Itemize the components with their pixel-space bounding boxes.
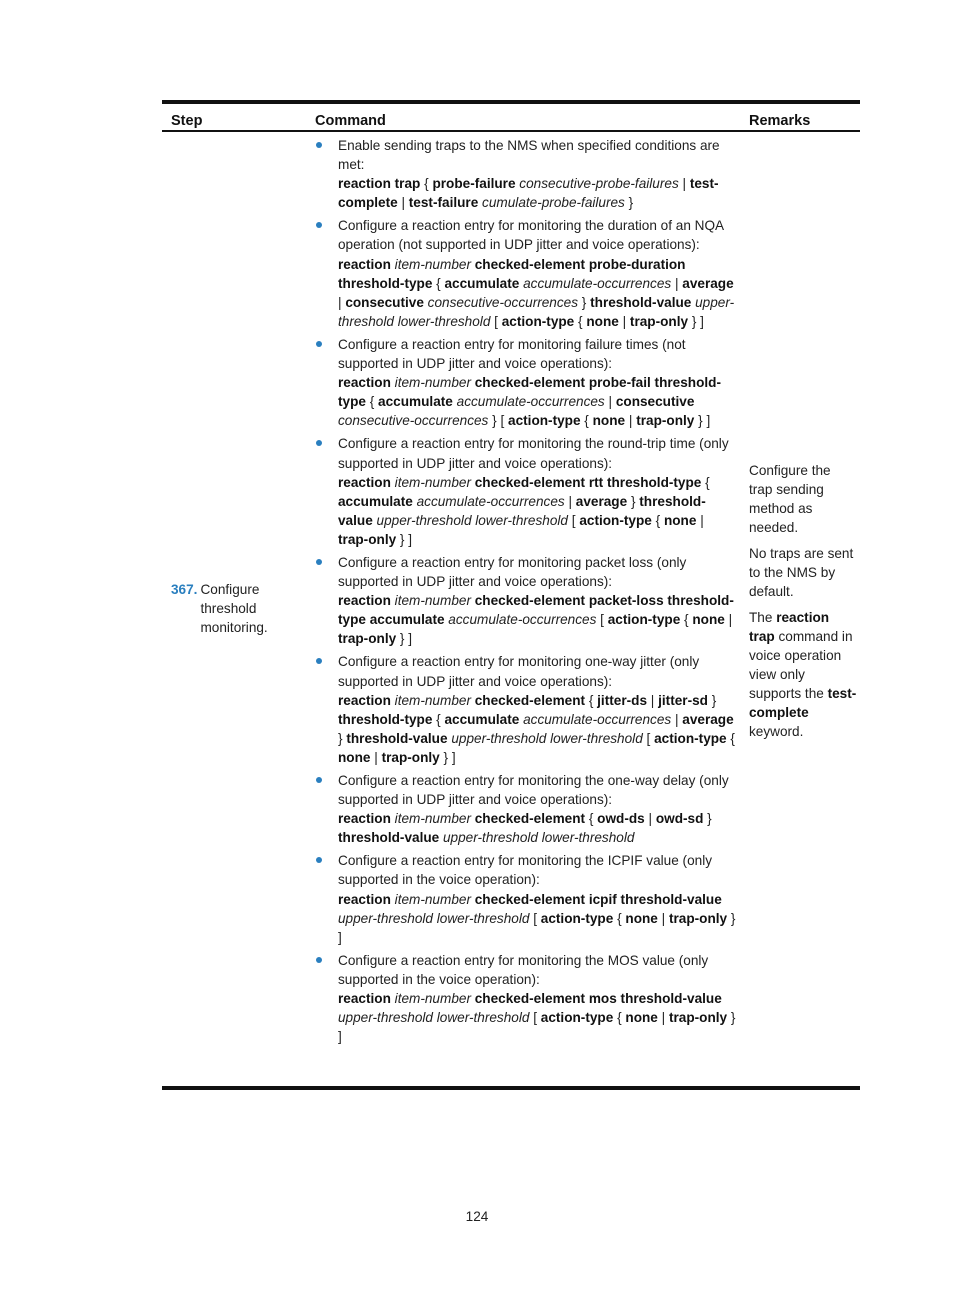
syntax-text: } ]	[338, 1010, 736, 1045]
keyword: jitter-sd	[658, 692, 708, 708]
keyword: reaction	[338, 593, 391, 609]
keyword: test-complete	[749, 686, 857, 720]
keyword: action-type	[540, 910, 614, 926]
keyword: threshold-type	[338, 711, 433, 727]
syntax-text: [	[567, 512, 580, 528]
bullet-icon	[316, 857, 322, 863]
command-item	[312, 434, 736, 549]
bullet-icon	[316, 777, 322, 783]
argument: consecutive-occurrences	[423, 294, 579, 310]
syntax-text: Configure the trap sending method as needed.	[749, 463, 831, 535]
syntax-text: command in voice operation view only supports the	[749, 629, 853, 701]
keyword: none	[692, 612, 725, 628]
command-syntax	[338, 989, 736, 1046]
command-item	[312, 335, 736, 430]
keyword: reaction trap	[749, 610, 830, 644]
syntax-text: {	[420, 176, 433, 192]
keyword: trap-only	[381, 749, 440, 765]
argument: consecutive-occurrences	[338, 413, 489, 429]
keyword: action-type	[579, 512, 652, 528]
syntax-text: {	[701, 474, 710, 490]
keyword: action-type	[508, 413, 581, 429]
remark-paragraph	[749, 461, 857, 537]
syntax-text: |	[671, 711, 683, 727]
keyword: accumulate	[444, 711, 520, 727]
command-syntax	[338, 890, 736, 947]
bullet-icon	[316, 658, 322, 664]
argument: upper-threshold lower-threshold	[338, 294, 735, 329]
argument: accumulate-occurrences	[519, 711, 672, 727]
keyword: probe-failure	[432, 176, 516, 192]
step-number: 367.	[171, 582, 198, 597]
keyword: trap-only	[668, 1010, 728, 1026]
syntax-text: |	[625, 413, 637, 429]
syntax-text: {	[365, 394, 379, 410]
keyword: trap-only	[636, 413, 695, 429]
syntax-text: [	[642, 730, 655, 746]
command-item	[312, 136, 736, 212]
command-syntax	[338, 373, 736, 430]
syntax-text: {	[680, 612, 693, 628]
keyword: threshold-value	[346, 730, 448, 746]
keyword: threshold-value	[590, 294, 692, 310]
command-description: Configure a reaction entry for monitoring the ICPIF value (only supported in the voice operation):	[338, 853, 713, 888]
syntax-text: } [	[488, 413, 509, 429]
syntax-text: } ]	[688, 313, 704, 329]
syntax-text: |	[647, 692, 659, 708]
argument: upper-threshold lower-threshold	[447, 730, 643, 746]
keyword: consecutive	[615, 394, 695, 410]
keyword: checked-element probe-fail threshold-type	[338, 375, 721, 410]
syntax-text: |	[644, 811, 656, 827]
keyword: none	[625, 1010, 658, 1026]
bullet-icon	[316, 142, 322, 148]
command-description: Configure a reaction entry for monitoring the round-trip time (only supported in UDP jitter and voice operations):	[338, 436, 729, 471]
step-text: Configure threshold monitoring.	[200, 582, 268, 635]
syntax-text: {	[432, 711, 445, 727]
argument: upper-threshold lower-threshold	[439, 830, 635, 846]
argument: upper-threshold lower-threshold	[372, 512, 568, 528]
argument: accumulate-occurrences	[452, 394, 605, 410]
argument: item-number	[390, 692, 471, 708]
argument: item-number	[390, 991, 471, 1007]
syntax-text: |	[604, 394, 616, 410]
syntax-text: }	[338, 730, 347, 746]
syntax-text: |	[397, 195, 409, 211]
syntax-text: }	[703, 811, 712, 827]
command-syntax	[338, 691, 736, 767]
syntax-text: {	[585, 692, 598, 708]
remark-paragraph	[749, 608, 857, 741]
syntax-text: keyword.	[749, 724, 804, 739]
command-item	[312, 771, 736, 847]
keyword: trap-only	[629, 313, 689, 329]
argument: upper-threshold lower-threshold	[338, 910, 530, 926]
argument: accumulate-occurrences	[444, 612, 597, 628]
keyword: none	[625, 910, 658, 926]
keyword: checked-element	[470, 692, 586, 708]
header-step: Step	[171, 113, 203, 129]
syntax-text: {	[580, 413, 593, 429]
argument: item-number	[390, 256, 471, 272]
syntax-text: } ]	[338, 910, 736, 945]
command-description: Configure a reaction entry for monitoring one-way jitter (only supported in UDP jitter and voice operations):	[338, 654, 700, 689]
syntax-text: |	[724, 612, 733, 628]
bullet-icon	[316, 957, 322, 963]
syntax-text: {	[726, 730, 735, 746]
keyword: action-type	[501, 313, 575, 329]
syntax-text: {	[432, 275, 445, 291]
command-description: Configure a reaction entry for monitoring packet loss (only supported in UDP jitter and voice operations):	[338, 554, 687, 590]
argument: accumulate-occurrences	[412, 493, 565, 509]
argument: accumulate-occurrences	[519, 275, 672, 291]
command-description: Configure a reaction entry for monitoring the one-way delay (only supported in UDP jitter and voice operations):	[338, 773, 729, 808]
table-header	[162, 104, 860, 132]
keyword: trap-only	[338, 531, 397, 547]
command-syntax	[338, 591, 736, 648]
keyword: checked-element	[470, 811, 586, 827]
syntax-text: The	[749, 610, 777, 625]
keyword: checked-element rtt threshold-type	[470, 474, 702, 490]
bullet-icon	[316, 222, 322, 228]
keyword: average	[682, 275, 734, 291]
command-table	[162, 100, 860, 1090]
keyword: consecutive	[345, 294, 424, 310]
syntax-text: |	[370, 749, 382, 765]
syntax-text: [	[529, 910, 541, 926]
keyword: accumulate	[338, 493, 413, 509]
syntax-text: No traps are sent to the NMS by default.	[749, 546, 854, 599]
syntax-text: } ]	[694, 413, 711, 429]
syntax-text: |	[657, 1010, 669, 1026]
syntax-text: |	[338, 294, 346, 310]
syntax-text: } ]	[439, 749, 456, 765]
command-description: Configure a reaction entry for monitoring failure times (not supported in UDP jitter and voice operations):	[338, 336, 686, 372]
command-syntax	[338, 473, 736, 549]
command-item	[312, 652, 736, 767]
syntax-text: |	[678, 176, 690, 192]
syntax-text: {	[574, 313, 587, 329]
keyword: owd-sd	[655, 811, 704, 827]
command-description: Configure a reaction entry for monitoring the MOS value (only supported in the voice operation):	[338, 952, 709, 987]
command-item	[312, 216, 736, 331]
syntax-text: {	[651, 512, 664, 528]
argument: upper-threshold lower-threshold	[338, 1010, 530, 1026]
keyword: reaction	[338, 991, 391, 1007]
syntax-text: }	[624, 195, 634, 211]
syntax-text: }	[627, 493, 640, 509]
keyword: trap-only	[338, 631, 397, 647]
bullet-icon	[316, 341, 322, 347]
keyword: threshold-value	[338, 493, 706, 528]
argument: item-number	[390, 375, 471, 391]
keyword: accumulate	[378, 394, 453, 410]
keyword: checked-element probe-duration threshold-type	[338, 256, 686, 291]
table-body	[162, 132, 860, 1090]
syntax-text: }	[707, 692, 717, 708]
keyword: average	[575, 493, 628, 509]
page-number: 124	[465, 1209, 489, 1224]
keyword: test-complete	[338, 176, 719, 211]
syntax-text: |	[618, 313, 630, 329]
keyword: action-type	[654, 730, 727, 746]
argument: item-number	[390, 891, 471, 907]
keyword: checked-element icpif threshold-value	[470, 891, 722, 907]
keyword: reaction	[338, 891, 391, 907]
keyword: none	[338, 749, 371, 765]
syntax-text: [	[596, 612, 608, 628]
syntax-text: |	[696, 512, 704, 528]
keyword: test-failure	[408, 195, 479, 211]
keyword: reaction	[338, 692, 391, 708]
syntax-text: {	[613, 1010, 626, 1026]
header-command: Command	[315, 113, 386, 129]
syntax-text: [	[529, 1010, 541, 1026]
argument: item-number	[390, 474, 471, 490]
syntax-text: |	[671, 275, 683, 291]
keyword: reaction	[338, 474, 391, 490]
keyword: checked-element packet-loss threshold-type accumulate	[338, 593, 734, 628]
keyword: reaction	[338, 811, 391, 827]
bullet-icon	[316, 559, 322, 565]
syntax-text: } ]	[396, 631, 413, 647]
keyword: jitter-ds	[597, 692, 648, 708]
remarks-cell	[749, 461, 857, 748]
syntax-text: {	[585, 811, 598, 827]
command-description: Enable sending traps to the NMS when specified conditions are met:	[338, 138, 720, 173]
keyword: none	[592, 413, 626, 429]
keyword: average	[682, 711, 734, 727]
keyword: reaction trap	[338, 176, 421, 192]
command-item	[312, 851, 736, 946]
command-syntax	[338, 809, 736, 847]
keyword: owd-ds	[597, 811, 645, 827]
command-description: Configure a reaction entry for monitoring the duration of an NQA operation (not supported in UDP jitter and voice operations):	[338, 218, 724, 253]
command-item	[312, 951, 736, 1046]
syntax-text: [	[490, 313, 502, 329]
keyword: action-type	[607, 612, 681, 628]
keyword: none	[663, 512, 697, 528]
syntax-text: }	[578, 294, 591, 310]
argument: item-number	[390, 593, 471, 609]
keyword: accumulate	[444, 275, 520, 291]
argument: cumulate-probe-failures	[478, 195, 625, 211]
command-syntax	[338, 174, 736, 212]
header-remarks: Remarks	[749, 113, 811, 129]
keyword: action-type	[540, 1010, 614, 1026]
syntax-text: |	[564, 493, 576, 509]
keyword: checked-element mos threshold-value	[470, 991, 722, 1007]
bullet-icon	[316, 440, 322, 446]
remark-paragraph	[749, 544, 857, 601]
argument: consecutive-probe-failures	[515, 176, 679, 192]
keyword: threshold-value	[338, 830, 440, 846]
keyword: reaction	[338, 375, 391, 391]
command-cell	[312, 136, 736, 1050]
keyword: trap-only	[668, 910, 728, 926]
keyword: reaction	[338, 256, 391, 272]
syntax-text: } ]	[396, 531, 413, 547]
command-syntax	[338, 255, 736, 331]
step-cell	[171, 580, 306, 637]
syntax-text: |	[657, 910, 669, 926]
argument: item-number	[390, 811, 471, 827]
command-item	[312, 553, 736, 648]
keyword: none	[586, 313, 619, 329]
syntax-text: {	[613, 910, 626, 926]
